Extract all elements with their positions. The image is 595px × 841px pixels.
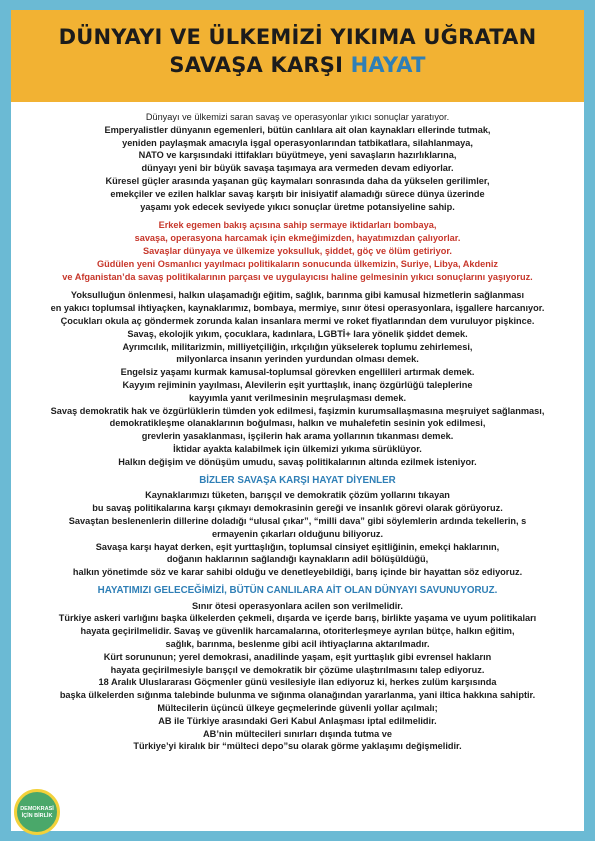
section2-line: Türkiye askeri varlığını başka ülkelerden çekmeli, dışarda ve içerde barış, birlikte yaşama ve uyum politikaları xyxy=(58,613,537,624)
consequence-line: Halkın değişim ve dönüşüm umudu, savaş politikalarının altında ezilmek isteniyor. xyxy=(118,456,477,467)
section1-line: Savaşa karşı hayat derken, eşit yurttaşlığın, toplumsal cinsiyet eşitliğinin, emekçi haklarının, xyxy=(95,541,500,552)
intro-line: Emperyalistler dünyanın egemenleri, bütün canlılara ait olan kaynakları ellerinde tutmak, xyxy=(104,124,491,135)
consequence-line: Yoksulluğun önlenmesi, halkın ulaşamadığı eğitim, sağlık, barınma gibi kamusal hizmetlerin sağlanması xyxy=(70,290,525,301)
section1-line: Savaştan beslenenlerin dillerine doladığı “ulusal çıkar”, “milli dava” gibi söylemlerin ardında tekellerin, s xyxy=(68,515,527,526)
consequence-line: Çocukları okula aç göndermek zorunda kalan insanlara mermi ve roket fiyatlarından dem vuruluyor pişkince. xyxy=(60,315,535,326)
consequence-line: grevlerin yasaklanması, işçilerin hak arama yollarının tıkanması demek. xyxy=(141,431,454,442)
red-line: savaşa, operasyona harcamak için ekmeğimizden, hayatımızdan çalıyorlar. xyxy=(134,233,461,244)
intro-first-line: Dünyayı ve ülkemizi saran savaş ve operasyonlar yıkıcı sonuçlar yaratıyor. xyxy=(145,112,450,122)
headline-line-2 xyxy=(11,51,584,79)
consequence-line: İktidar ayakta kalabilmek için ülkemizi yıkıma sürüklüyor. xyxy=(173,443,422,454)
section2-line: başka ülkelerden sığınma talebinde bulunma ve sığınma olanağından yararlanma, yani iltica hakkına sahiptir. xyxy=(59,690,536,701)
section1-line: bu savaş politikalarına karşı çıkmayı demokrasinin gereği ve insanlık görevi olarak görüyoruz. xyxy=(92,503,503,514)
section1-line: Kaynaklarımızı tüketen, barışçıl ve demokratik çözüm yollarını tıkayan xyxy=(145,490,450,501)
intro-line: NATO ve karşısındaki ittifakları büyütmeye, yeni savaşların hazırlıklarına, xyxy=(138,150,457,161)
header-banner xyxy=(11,10,584,102)
section2-line: hayata geçirilmelidir. Savaş ve güvenlik harcamalarına, otoriterleşmeye ayrılan bütçe, halkın eğitim, xyxy=(80,626,515,637)
logo-text-line-2: İÇİN BİRLİK xyxy=(21,812,53,819)
consequence-line: kayyımla yanıt verilmesinin meşrulaşması demek. xyxy=(188,392,407,403)
red-line: ve Afganistan’da savaş politikalarının parçası ve uygulayıcısı haline gelmesinin yıkıcı sonuçlarını yaşıyoruz. xyxy=(62,271,533,282)
section2-line: AB’nin mültecileri sınırları dışında tutma ve xyxy=(203,728,392,739)
consequences-paragraph xyxy=(17,289,578,468)
red-paragraph xyxy=(17,219,578,283)
section2-line: sağlık, barınma, beslenme gibi acil ihtiyaçlarına aktarılmadır. xyxy=(165,639,430,650)
section2-line: AB ile Türkiye arasındaki Geri Kabul Anlaşması iptal edilmelidir. xyxy=(158,715,437,726)
section2-line: Kürt sorununun; yerel demokrasi, anadilinde yaşam, eşit yurttaşlık gibi evrensel hakların xyxy=(103,651,492,662)
intro-line: dünyayı yeni bir büyük savaşa taşımaya ara vermeden devam ediyorlar. xyxy=(141,163,454,174)
consequence-line: en yakıcı toplumsal ihtiyaçken, kaynaklarımız, bombaya, mermiye, sınır ötesi operasyonlara, işgallere harcanıyor. xyxy=(50,303,545,314)
section2-line: Sınır ötesi operasyonlara acilen son verilmelidir. xyxy=(192,600,403,611)
logo-text-line-1: DEMOKRASİ xyxy=(20,806,54,812)
headline-line-1: DÜNYAYI VE ÜLKEMİZİ YIKIMA UĞRATAN xyxy=(58,25,537,49)
consequence-line: Kayyım rejiminin yayılması, Alevilerin eşit yurttaşlık, inanç özgürlüğü taleplerine xyxy=(122,379,473,390)
intro-paragraph xyxy=(17,111,578,213)
organization-logo xyxy=(14,789,60,835)
section2-line: hayata geçirilmesiyle barışçıl ve demokratik bir çözüme ulaştırılmasını talep ediyoruz. xyxy=(110,664,485,675)
section1-paragraph xyxy=(17,489,578,579)
intro-line: Küresel güçler arasında yaşanan güç kaymaları sonrasında daha da yükselen gerilimler, xyxy=(105,175,490,186)
section1-line: halkın yönetimde söz ve karar sahibi olduğu ve denetleyebildiği, barış içinde bir hayattan söz ediyoruz. xyxy=(72,567,523,578)
intro-line: yaşamı yok edecek seviyede yıkıcı sonuçlar üretme potansiyeline sahip. xyxy=(140,201,455,212)
consequence-line: Ayrımcılık, militarizmin, milliyetçiliğin, ırkçılığın yükselerek toplumu zehirlemesi, xyxy=(122,341,473,352)
section-heading-hayat-diyenler: BİZLER SAVAŞA KARŞI HAYAT DİYENLER xyxy=(199,474,396,486)
red-line: Savaşlar dünyaya ve ülkemize yoksulluk, şiddet, göç ve ölüm getiriyor. xyxy=(143,245,452,256)
red-line: Erkek egemen bakış açısına sahip sermaye iktidarları bombaya, xyxy=(158,220,437,231)
section-heading-savunuyoruz: HAYATIMIZI GELECEĞİMİZİ, BÜTÜN CANLILARA AİT OLAN DÜNYAYI SAVUNUYORUZ. xyxy=(97,584,498,596)
consequence-line: milyonlarca insanın yerinden yurdundan olması demek. xyxy=(176,354,419,365)
intro-line: yeniden paylaşmak amacıyla işgal operasyonlarından tatbikatlara, silahlanmaya, xyxy=(122,137,473,148)
section2-paragraph xyxy=(17,600,578,754)
section2-line: Mültecilerin üçüncü ülkeye geçmelerinde güvenli yollar açılmalı; xyxy=(157,703,438,714)
headline-line-2-prefix: SAVAŞA KARŞI xyxy=(169,53,344,77)
section1-line: doğanın haklarının sağlandığı kaynakların adil bölüşüldüğü, xyxy=(166,554,429,565)
section2-line: 18 Aralık Uluslararası Göçmenler günü vesilesiyle ilan ediyoruz ki, herkes zulüm karşısında xyxy=(98,677,497,688)
red-line: Güdülen yeni Osmanlıcı yayılmacı politikaların sonucunda ülkemizin, Suriye, Libya, Akdeniz xyxy=(97,258,498,269)
consequence-line: Engelsiz yaşamı kurmak kamusal-toplumsal görevken engellileri artırmak demek. xyxy=(120,367,475,378)
headline-accent-word: HAYAT xyxy=(350,53,426,77)
section1-line: ermayenin çıkarları olduğunu biliyoruz. xyxy=(211,528,384,539)
section2-line: Türkiye’yi kiralık bir “mülteci depo”su olarak görme yaklaşımı değişmelidir. xyxy=(133,741,462,752)
consequence-line: Savaş, ekolojik yıkım, çocuklara, kadınlara, LGBTİ+ lara yönelik şiddet demek. xyxy=(127,328,468,339)
body-text xyxy=(11,102,584,831)
consequence-line: Savaş demokratik hak ve özgürlüklerin tümden yok edilmesi, faşizmin kurumsallaşmasına meşruiyet sağlanması, xyxy=(50,405,545,416)
intro-line: emekçiler ve ezilen halklar savaş karşıtı bir inisiyatif alamadığı sürece dünya üzerinde xyxy=(110,188,485,199)
consequence-line: demokratikleşme olanaklarının boğulması, halkın ve muhalefetin sesinin yok edilmesi, xyxy=(109,418,486,429)
